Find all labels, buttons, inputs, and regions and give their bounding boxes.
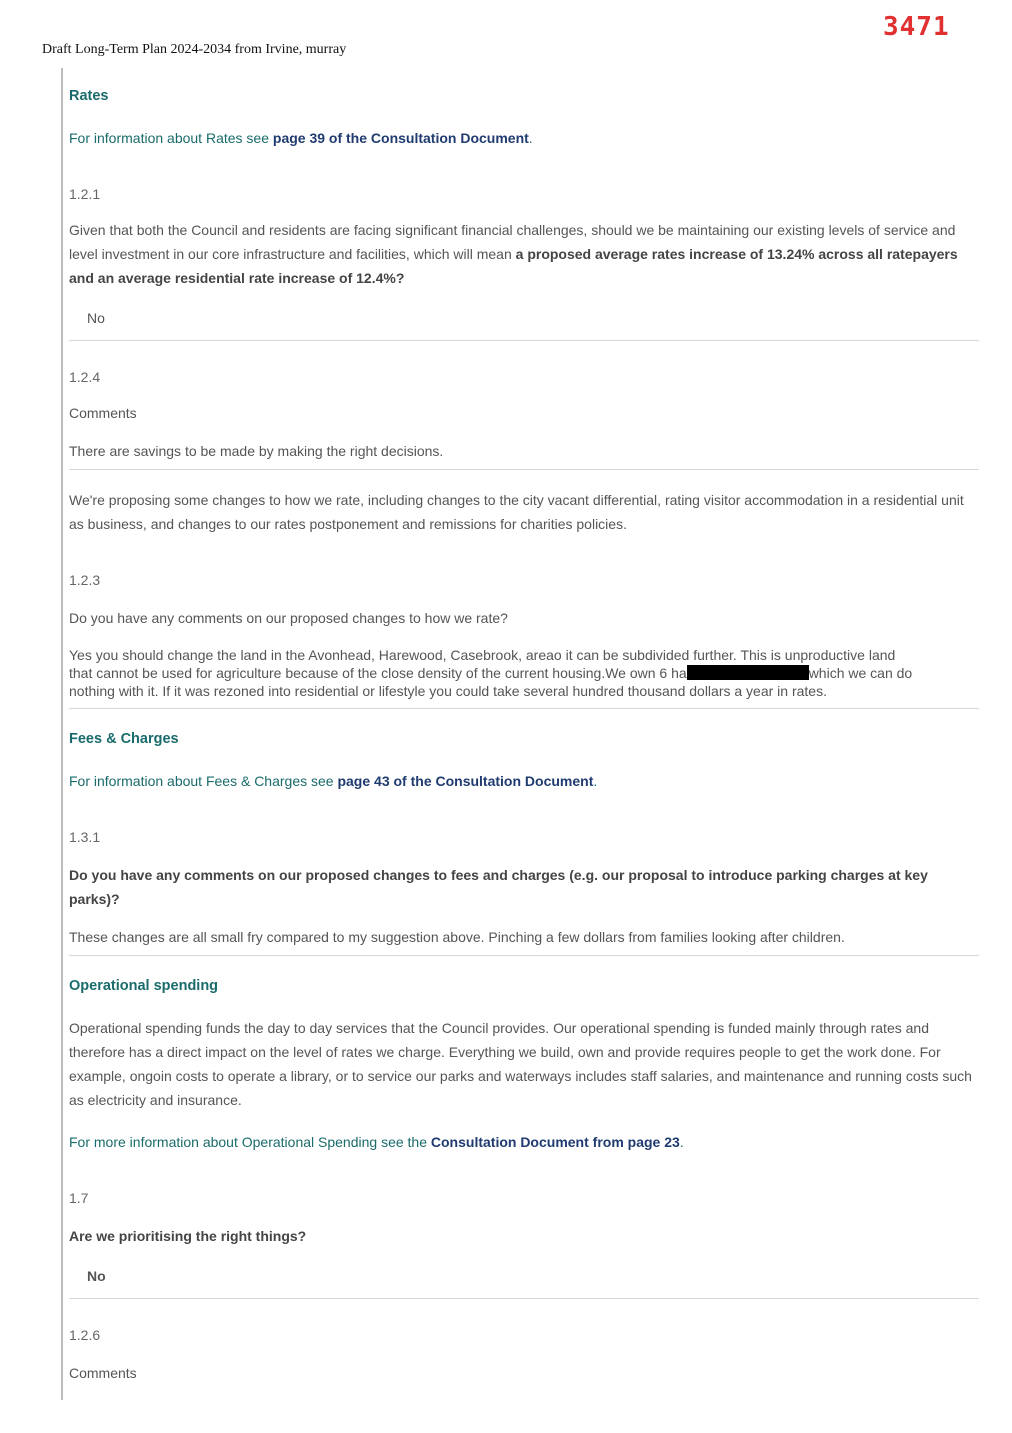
question-label: Comments [69,405,137,421]
fees-info-link[interactable]: page 43 of the Consultation Document [337,773,594,789]
operational-info [69,1130,979,1154]
section-title-rates: Rates [69,88,109,104]
question-number: 1.2.4 [69,369,101,385]
answer-line: Yes you should change the land in the Avonhead, Harewood, Casebrook, areao it can be subdivided further. This is unproductive land [69,647,896,663]
question-text-bold: Are we prioritising the right things? [69,1228,307,1244]
document-number: 3471 [883,12,950,42]
answer-value: There are savings to be made by making the right decisions. [69,443,444,459]
answer-line-part: which we can do [808,665,913,681]
rates-info [69,126,979,150]
answer-line: nothing with it. If it was rezoned into residential or lifestyle you could take several hundred thousand dollars a year in rates. [69,683,827,699]
question-text-bold: a proposed average rates increase of 13.24% across all ratepayers and an average residential rate increase of 12.4%? [69,246,958,286]
operational-info-link[interactable]: Consultation Document from page 23 [430,1134,680,1150]
question-label: Comments [69,1365,137,1381]
divider [69,340,979,341]
answer-value [69,646,979,700]
divider [69,955,979,956]
question-number: 1.2.1 [69,186,101,202]
section-title-fees: Fees & Charges [69,731,179,747]
divider [69,1298,979,1299]
question-text [69,1224,979,1248]
divider [69,469,979,470]
operational-info-suffix: . [679,1134,684,1150]
answer-value: These changes are all small fry compared to my suggestion above. Pinching a few dollars from families looking after children. [69,929,845,945]
question-text [69,218,979,290]
rates-info-suffix: . [528,130,533,146]
document-header: Draft Long-Term Plan 2024-2034 from Irvine, murray [42,42,347,57]
operational-info-prefix: For more information about Operational Spending see the [69,1134,431,1150]
question-text-bold: Do you have any comments on our proposed changes to fees and charges (e.g. our proposal to introduce parking charges at key parks)? [69,867,928,907]
answer-line [69,664,979,682]
fees-info-prefix: For information about Fees & Charges see [69,773,338,789]
answer-value: No [87,310,105,326]
divider [69,708,979,709]
section-title-operational: Operational spending [69,978,219,994]
answer-value [69,1264,979,1288]
redaction-box [687,665,809,680]
question-text [69,863,979,911]
question-text: Do you have any comments on our proposed changes to how we rate? [69,610,508,626]
left-margin-rule [61,68,63,1400]
answer-line-part: that cannot be used for agriculture because of the close density of the current housing.We own 6 ha [69,665,687,681]
fees-info-suffix: . [593,773,598,789]
question-number: 1.3.1 [69,829,101,845]
question-number: 1.2.3 [69,572,101,588]
rates-info-prefix: For information about Rates see [69,130,273,146]
question-number: 1.2.6 [69,1327,101,1343]
answer-value-bold: No [87,1268,106,1284]
form-content [69,80,979,1385]
fees-info [69,769,979,793]
question-text-plain: Given that both the Council and residents are facing significant financial challenges, should we be maintaining our existing levels of service and level investment in our core infrastructure and facilities, which will mean [69,222,956,262]
question-number: 1.7 [69,1190,89,1206]
rates-info-link[interactable]: page 39 of the Consultation Document [272,130,529,146]
rates-changes-intro: We're proposing some changes to how we rate, including changes to the city vacant differential, rating visitor accommodation in a residential unit as business, and changes to our rates postponement and remissions for charities policies. [69,492,964,532]
operational-body: Operational spending funds the day to day services that the Council provides. Our operational spending is funded mainly through rates and therefore has a direct impact on the level of rates we charge. Everything we build, own and provide requires people to get the work done. For example, ongoin costs to operate a library, or to service our parks and waterways includes staff salaries, and maintenance and running costs such as electricity and insurance. [69,1020,972,1108]
